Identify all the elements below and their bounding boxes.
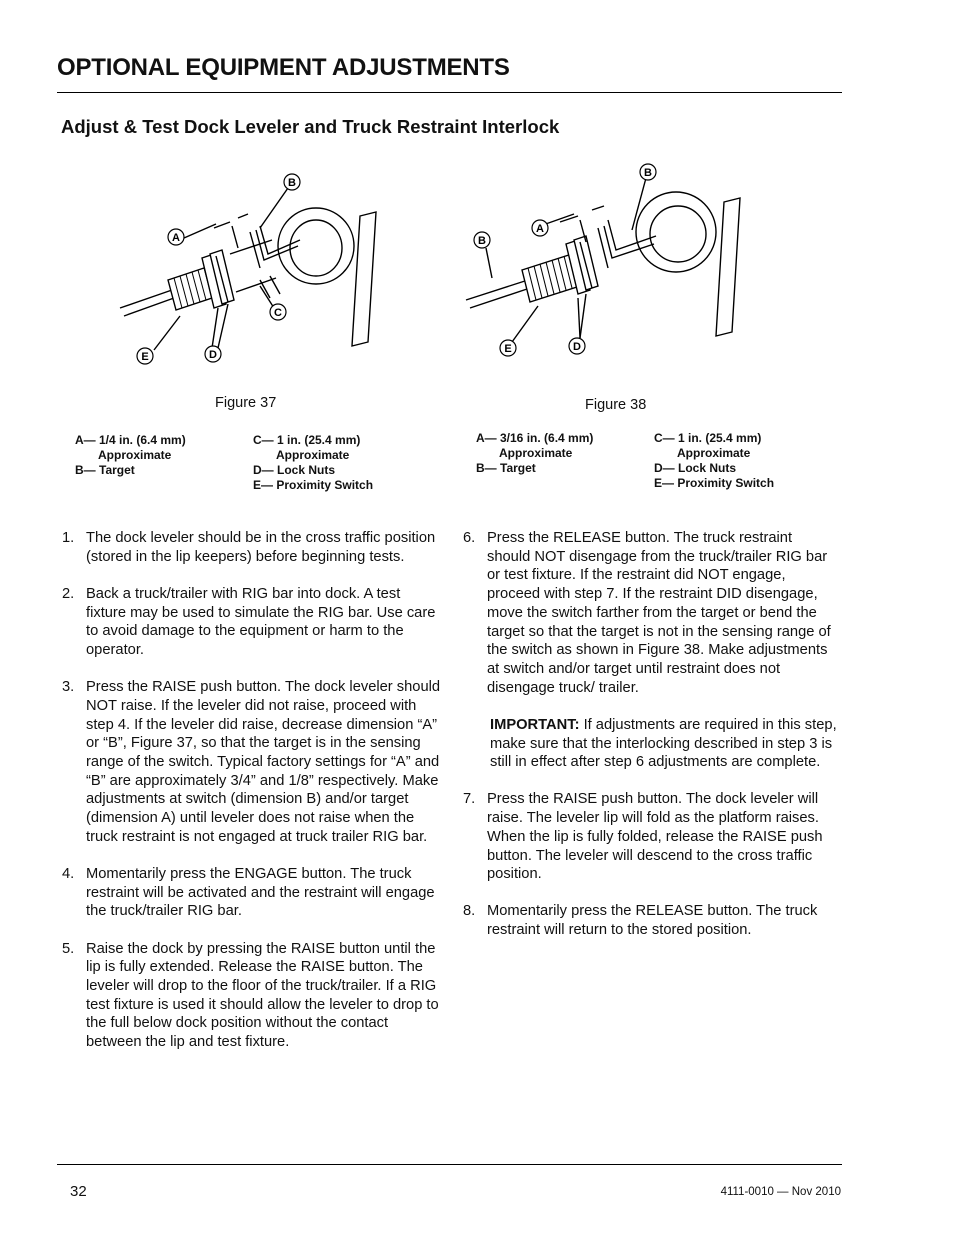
step-text: Momentarily press the RELEASE button. The truck restraint will return to the stored position.	[487, 903, 818, 939]
fig38-callout-d: D	[573, 341, 581, 353]
step-7	[458, 790, 838, 884]
legend-item: A— 1/4 in. (6.4 mm)	[75, 433, 186, 447]
legend-item: E— Proximity Switch	[253, 478, 374, 492]
fig38-callout-b-target: B	[644, 167, 652, 179]
step-text: Press the RAISE push button. The dock leveler should NOT raise. If the leveler did not raise, proceed with step 4. If the leveler did raise, decrease dimension “A” or “B”, Figure 37, so that the target is in the sensing range of the switch. Typical factory settings for “A” and “B” are approximately 3/4” and 1/8” respectively. Make adjustments at switch (dimension B) and/or target (dimension A) until leveler does not raise when the truck restraint is not engaged at truck trailer RIG bar.	[86, 679, 441, 845]
fig37-callout-d: D	[209, 349, 217, 361]
legend-item: A— 3/16 in. (6.4 mm)	[476, 431, 594, 445]
legend-item: D— Lock Nuts	[654, 461, 737, 475]
important-label: IMPORTANT:	[490, 716, 580, 733]
document-id: 4111-0010 — Nov 2010	[720, 1186, 841, 1198]
page-title: OPTIONAL EQUIPMENT ADJUSTMENTS	[57, 54, 510, 81]
figure-37	[110, 168, 400, 373]
fig37-callout-c: C	[274, 307, 282, 319]
step-2	[57, 585, 442, 660]
figure-38-drawing	[462, 160, 762, 365]
footer-rule	[57, 1164, 842, 1165]
legend-item: E— Proximity Switch	[654, 476, 775, 490]
page-number: 32	[70, 1183, 87, 1200]
fig37-callout-a: A	[172, 232, 180, 244]
fig37-callout-e: E	[141, 351, 149, 363]
fig38-callout-b: B	[478, 235, 486, 247]
step-number: 7.	[463, 791, 476, 808]
step-text: Raise the dock by pressing the RAISE button until the lip is fully extended. Release the RAISE button. The leveler will drop to the floor of the truck/trailer. If a RIG test fixture is used it should allow the leveler to drop to the full below dock position without the contact between the lip and test fixture.	[86, 940, 439, 1051]
step-text: Press the RELEASE button. The truck restraint should NOT disengage from the truck/trailer RIG bar or test fixture. If the restraint did NOT engage, proceed with step 7. If the restraint DID disengage, move the switch farther from the target or bend the target so that the target is not in the sensing range of the switch as shown in Figure 38. Make adjustments at switch and/or target until restraint does not disengage truck/ trailer.	[487, 530, 831, 696]
step-number: 4.	[62, 866, 75, 883]
instructions-left-column	[57, 529, 442, 1070]
step-3	[57, 678, 442, 846]
step-text: Press the RAISE push button. The dock leveler will raise. The leveler lip will fold as the platform raises. When the lip is fully folded, release the RAISE push button. The leveler will descend to the cross traffic position.	[487, 791, 823, 883]
legend-item: B— Target	[75, 463, 135, 477]
step-number: 1.	[62, 530, 75, 546]
step-1	[57, 529, 442, 566]
figure-37-legend-right	[253, 433, 373, 493]
legend-item: Approximate	[499, 446, 573, 460]
legend-item: C— 1 in. (25.4 mm)	[253, 433, 361, 447]
step-text: Back a truck/trailer with RIG bar into dock. A test fixture may be used to simulate the RIG bar. Use care to avoid damage to the equipment or harm to the operator.	[86, 585, 436, 659]
important-note	[458, 716, 838, 772]
legend-item: C— 1 in. (25.4 mm)	[654, 431, 762, 445]
step-number: 8.	[463, 903, 476, 920]
important-text: If adjustments are required in this step, make sure that the interlocking described in step 3 is still in effect after step 6 adjustments are complete.	[490, 716, 837, 771]
step-number: 6.	[463, 530, 476, 546]
figure-37-drawing	[110, 168, 400, 373]
legend-item: Approximate	[677, 446, 751, 460]
figure-38-legend-right	[654, 431, 774, 491]
figure-38-legend-left	[476, 431, 593, 476]
step-5	[57, 940, 442, 1052]
step-number: 2.	[62, 585, 75, 602]
step-text: The dock leveler should be in the cross traffic position (stored in the lip keepers) before beginning tests.	[86, 530, 436, 565]
fig37-callout-b: B	[288, 177, 296, 189]
step-text: Momentarily press the ENGAGE button. The truck restraint will be activated and the restraint will engage the truck/trailer RIG bar.	[86, 866, 435, 920]
step-6	[458, 529, 838, 697]
fig38-callout-e: E	[504, 343, 512, 355]
instructions-right-column	[458, 529, 838, 958]
legend-item: Approximate	[98, 448, 172, 462]
fig38-callout-a: A	[536, 223, 544, 235]
figure-37-caption: Figure 37	[215, 395, 277, 411]
step-number: 5.	[62, 940, 75, 957]
header-rule	[57, 92, 842, 93]
legend-item: B— Target	[476, 461, 536, 475]
step-4	[57, 865, 442, 921]
step-8	[458, 902, 838, 939]
figure-37-legend-left	[75, 433, 186, 478]
figure-38-caption: Figure 38	[585, 397, 647, 413]
figure-38	[462, 160, 762, 365]
step-number: 3.	[62, 679, 75, 696]
section-title: Adjust & Test Dock Leveler and Truck Restraint Interlock	[61, 116, 560, 137]
legend-item: D— Lock Nuts	[253, 463, 336, 477]
legend-item: Approximate	[276, 448, 350, 462]
